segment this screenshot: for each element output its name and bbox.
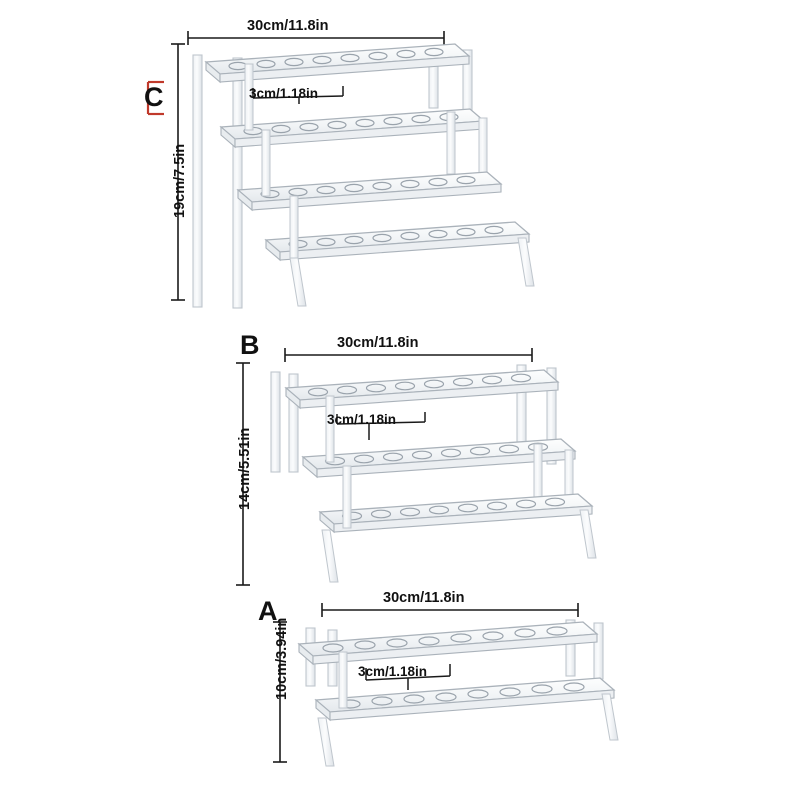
model-a-height-label: 10cm/3.94in xyxy=(274,617,290,700)
model-b-hole-label: 3cm/1.18in xyxy=(327,412,397,427)
model-c-tier-4 xyxy=(266,196,534,306)
model-a-width-label: 30cm/11.8in xyxy=(383,590,465,606)
model-c-letter-label: C xyxy=(144,82,164,112)
model-a-hole-label: 3cm/1.18in xyxy=(358,664,428,679)
model-c-group xyxy=(148,31,534,308)
model-b-group xyxy=(236,348,596,585)
model-b-width-label: 30cm/11.8in xyxy=(337,335,419,351)
model-b-height-label: 14cm/5.51in xyxy=(237,427,253,510)
model-b-letter-label: B xyxy=(240,330,260,360)
model-a-group xyxy=(273,603,618,766)
model-c-height-label: 19cm/7.5in xyxy=(172,143,188,218)
model-c-hole-label: 3cm/1.18in xyxy=(249,86,319,101)
model-a-letter-label: A xyxy=(258,596,278,626)
model-b-tier-3 xyxy=(320,466,596,582)
model-c-width-label: 30cm/11.8in xyxy=(247,18,329,34)
model-c-tier-2 xyxy=(221,64,487,180)
